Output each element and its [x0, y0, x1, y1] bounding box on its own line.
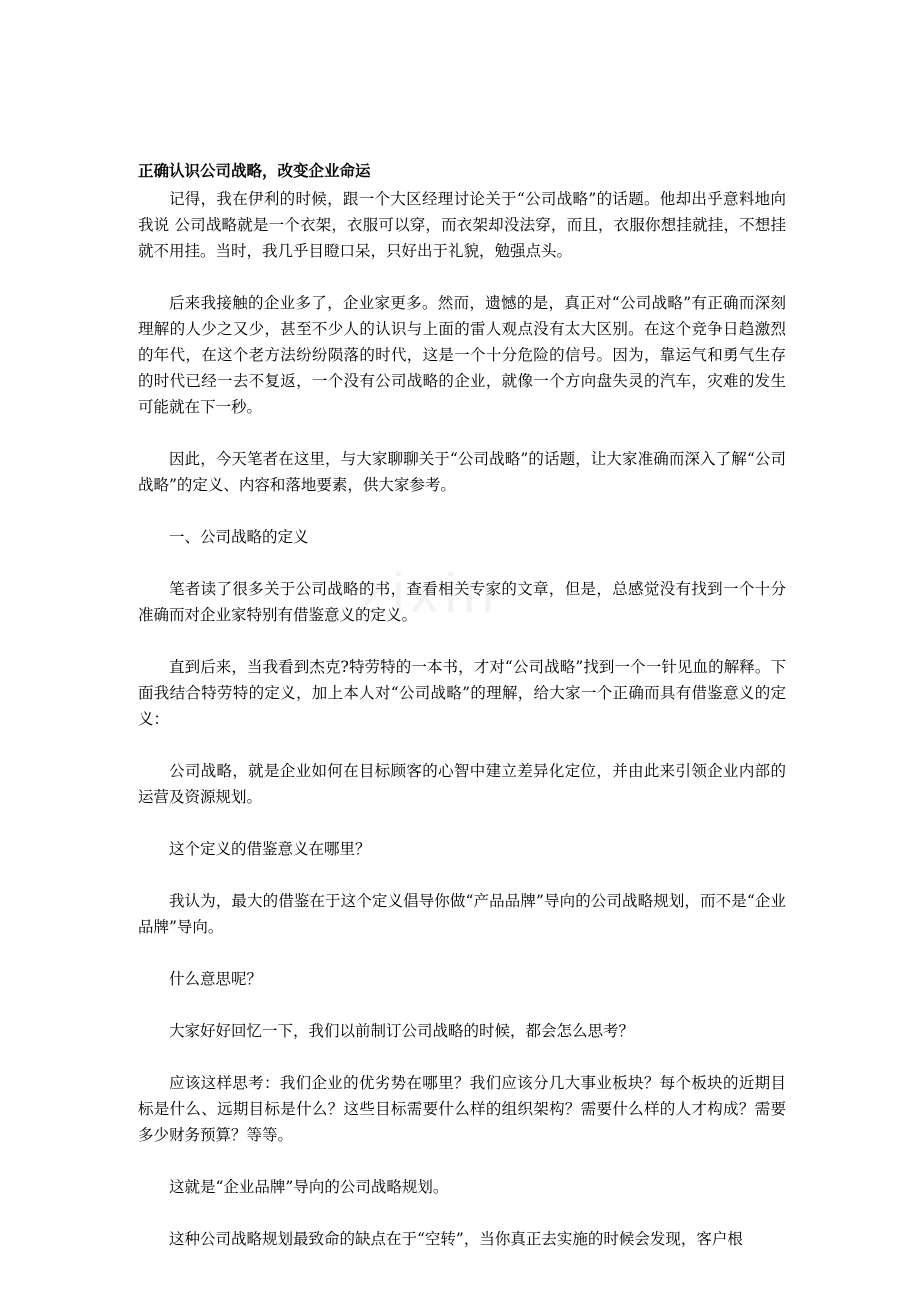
section-heading: 一、公司战略的定义	[169, 528, 309, 546]
watermark: zixin	[358, 561, 501, 624]
paragraph: 我认为，最大的借鉴在于这个定义倡导你做“产品品牌”导向的公司战略规划，而不是“企业品牌”导向。	[138, 892, 786, 936]
paragraph: 这个定义的借鉴意义在哪里？	[169, 840, 371, 858]
paragraph: 公司战略，就是企业如何在目标顾客的心智中建立差异化定位，并由此来引领企业内部的运营及资源规划。	[138, 762, 786, 806]
paragraph: 因此，今天笔者在这里，与大家聊聊关于“公司战略”的话题，让大家准确而深入了解“公司战略”的定义、内容和落地要素，供大家参考。	[138, 450, 786, 494]
paragraph: 笔者读了很多关于公司战略的书，查看相关专家的文章，但是，总感觉没有找到一个十分准确而对企业家特别有借鉴意义的定义。	[138, 580, 786, 624]
paragraph: 记得，我在伊利的时候，跟一个大区经理讨论关于“公司战略”的话题。他却出乎意料地向我说 公司战略就是一个衣架，衣服可以穿，而衣架却没法穿，而且，衣服你想挂就挂，不想挂就不用挂。当时，我几乎目瞪口呆，只好出于礼貌，勉强点头。	[138, 190, 786, 260]
paragraph: 后来我接触的企业多了，企业家更多。然而，遗憾的是，真正对“公司战略”有正确而深刻理解的人少之又少，甚至不少人的认识与上面的雷人观点没有太大区别。在这个竞争日趋激烈的年代，在这个老方法纷纷陨落的时代，这是一个十分危险的信号。因为，靠运气和勇气生存的时代已经一去不复返，一个没有公司战略的企业，就像一个方向盘失灵的汽车，灾难的发生可能就在下一秒。	[138, 294, 786, 416]
paragraph: 应该这样思考：我们企业的优劣势在哪里？我们应该分几大事业板块？每个板块的近期目标是什么、远期目标是什么？这些目标需要什么样的组织架构？需要什么样的人才构成？需要多少财务预算？等等。	[138, 1074, 786, 1144]
paragraph: 直到后来，当我看到杰克?特劳特的一本书，才对“公司战略”找到一个一针见血的解释。下面我结合特劳特的定义，加上本人对“公司战略”的理解，给大家一个正确而具有借鉴意义的定义：	[138, 658, 786, 728]
document-body	[138, 158, 786, 1278]
paragraph: 这就是“企业品牌”导向的公司战略规划。	[169, 1178, 449, 1196]
document-title: 正确认识公司战略，改变企业命运	[138, 161, 371, 180]
paragraph: 这种公司战略规划最致命的缺点在于“空转”，当你真正去实施的时候会发现，客户根	[169, 1230, 743, 1248]
paragraph: 大家好好回忆一下，我们以前制订公司战略的时候，都会怎么思考？	[169, 1022, 635, 1040]
paragraph: 什么意思呢？	[169, 970, 263, 988]
